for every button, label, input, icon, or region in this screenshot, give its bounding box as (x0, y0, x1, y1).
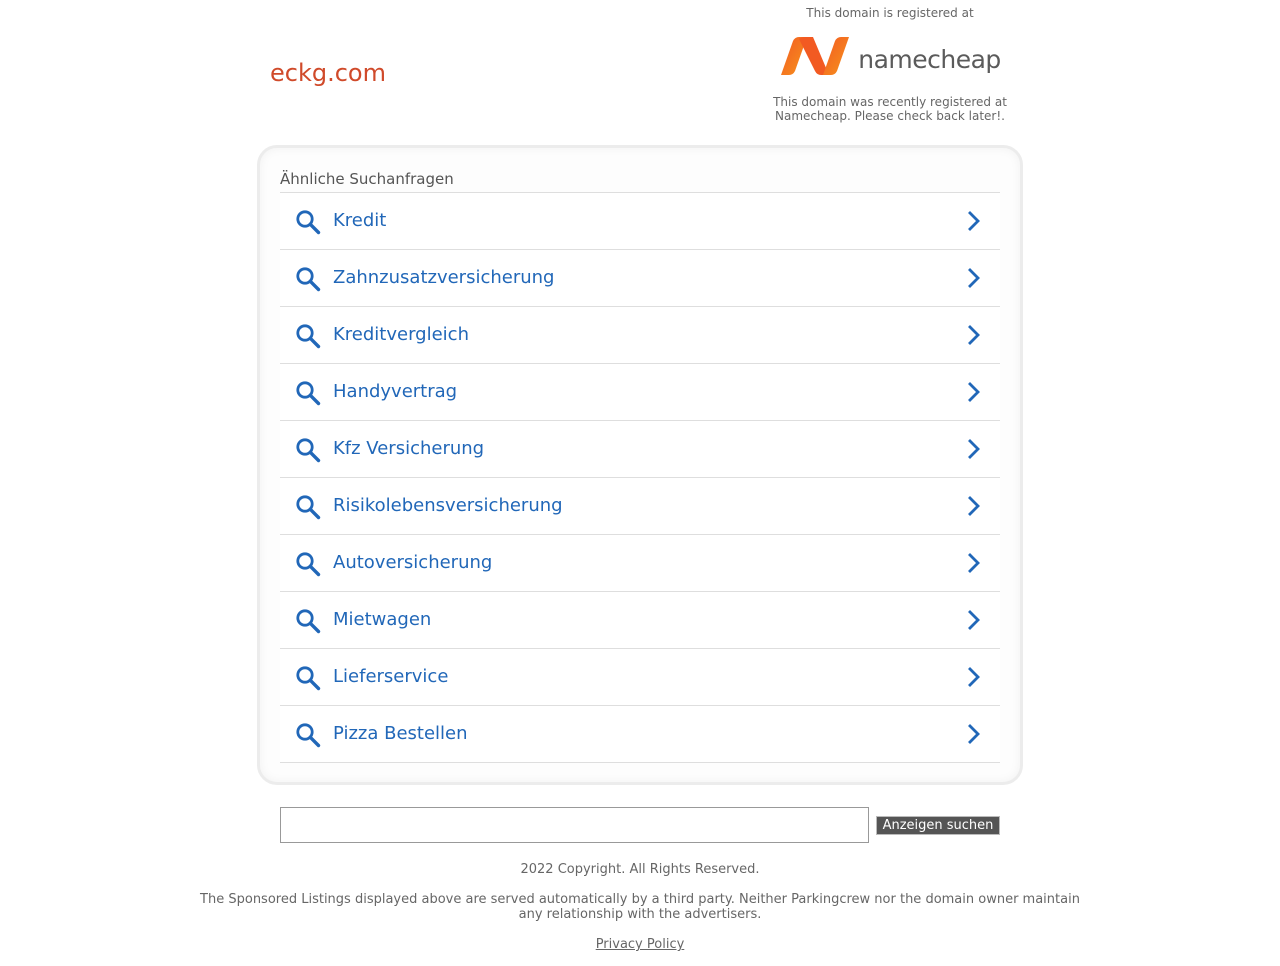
related-search-label[interactable]: Kreditvergleich (333, 324, 469, 345)
privacy-policy-link[interactable]: Privacy Policy (595, 937, 685, 952)
search-input[interactable] (280, 807, 869, 843)
registrar-box (760, 4, 1020, 123)
search-icon (295, 380, 321, 406)
related-search-label[interactable]: Kredit (333, 210, 387, 231)
chevron-right-icon (966, 210, 982, 232)
chevron-right-icon (966, 552, 982, 574)
chevron-right-icon (966, 381, 982, 403)
namecheap-logo-mark (779, 37, 851, 77)
related-search-label[interactable]: Zahnzusatzversicherung (333, 267, 555, 288)
search-icon (295, 494, 321, 520)
search-icon (295, 551, 321, 577)
related-search-item[interactable] (280, 535, 1000, 592)
related-search-item[interactable] (280, 478, 1000, 535)
chevron-right-icon (966, 324, 982, 346)
related-search-item[interactable] (280, 706, 1000, 763)
related-search-label[interactable]: Pizza Bestellen (333, 723, 468, 744)
registrar-bottom-text: This domain was recently registered at Namecheap. Please check back later!. (773, 95, 1007, 123)
disclaimer-text: The Sponsored Listings displayed above are served automatically by a third party. Neither Parkingcrew nor the domain owner maintain any relationship with the advertisers. (200, 892, 1080, 922)
related-search-item[interactable] (280, 250, 1000, 307)
panel-heading: Ähnliche Suchanfragen (280, 170, 454, 188)
search-icon (295, 266, 321, 292)
related-search-item[interactable] (280, 649, 1000, 706)
registrar-top-text: This domain is registered at (806, 6, 974, 20)
copyright-text: 2022 Copyright. All Rights Reserved. (520, 862, 760, 877)
chevron-right-icon (966, 666, 982, 688)
namecheap-wordmark: namecheap (858, 44, 1001, 74)
related-search-label[interactable]: Autoversicherung (333, 552, 493, 573)
search-icon (295, 722, 321, 748)
search-icon (295, 323, 321, 349)
results-list (280, 192, 1000, 763)
related-searches-panel (257, 145, 1023, 785)
related-search-item[interactable] (280, 592, 1000, 649)
related-search-label[interactable]: Handyvertrag (333, 381, 458, 402)
search-icon (295, 665, 321, 691)
chevron-right-icon (966, 438, 982, 460)
related-search-label[interactable]: Mietwagen (333, 609, 432, 630)
footer (190, 862, 1090, 953)
search-icon (295, 209, 321, 235)
search-ads-button[interactable]: Anzeigen suchen (876, 816, 1000, 835)
chevron-right-icon (966, 267, 982, 289)
related-search-item[interactable] (280, 421, 1000, 478)
related-search-label[interactable]: Kfz Versicherung (333, 438, 485, 459)
chevron-right-icon (966, 723, 982, 745)
related-search-label[interactable]: Lieferservice (333, 666, 449, 687)
search-form (280, 807, 1000, 843)
related-search-item[interactable] (280, 364, 1000, 421)
namecheap-logo[interactable] (760, 29, 1020, 85)
related-search-item[interactable] (280, 307, 1000, 364)
related-search-item[interactable] (280, 193, 1000, 250)
domain-title: eckg.com (270, 59, 386, 87)
search-icon (295, 608, 321, 634)
chevron-right-icon (966, 609, 982, 631)
search-icon (295, 437, 321, 463)
related-search-label[interactable]: Risikolebensversicherung (333, 495, 563, 516)
chevron-right-icon (966, 495, 982, 517)
